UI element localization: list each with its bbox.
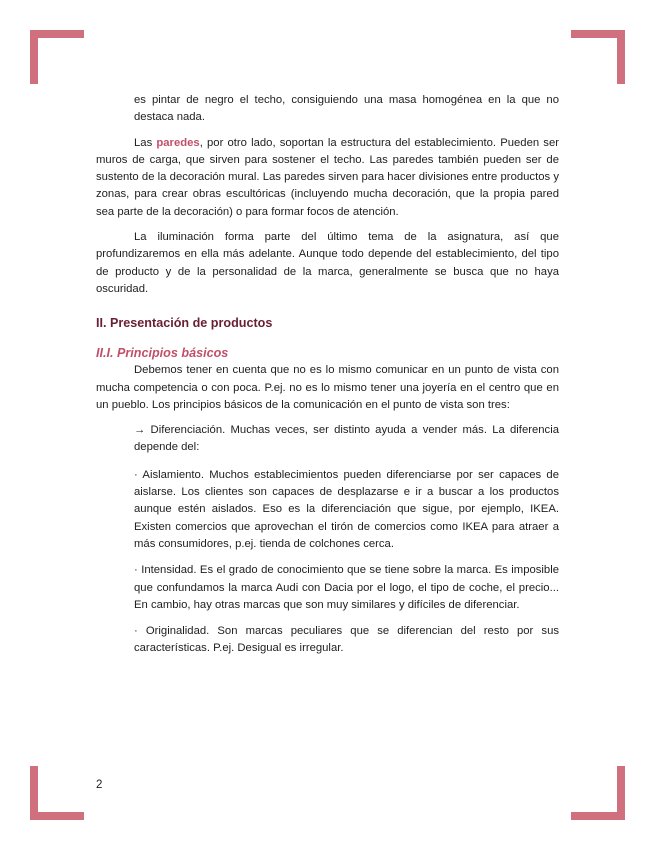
- page-content: [96, 92, 559, 667]
- sub-item-originalidad: · Originalidad. Son marcas peculiares que se diferencian del resto por sus características. P.ej. Desigual es irregular.: [134, 625, 559, 655]
- sub-item-intensidad: · Intensidad. Es el grado de conocimiento que se tiene sobre la marca. Es imposible que confundamos la marca Audi con Dacia por el logo, el tipo de coche, el precio... En cambio, hay otras marcas que son muy similares y difíciles de diferenciar.: [134, 564, 559, 611]
- paragraph-iluminacion: La iluminación forma parte del último tema de la asignatura, así que profundizaremos en ella más adelante. Aunque todo depende del establecimiento, del tipo de producto y de la personalidad de la marca, generalmente se busca que no haya oscuridad.: [96, 231, 559, 295]
- paragraph-techo-continuation: es pintar de negro el techo, consiguiendo una masa homogénea en la que no destaca nada.: [134, 94, 559, 124]
- paredes-prefix: Las: [134, 136, 157, 149]
- paragraph-paredes: [96, 135, 559, 221]
- paredes-highlight: paredes: [156, 136, 200, 149]
- bullet-diferenciacion: → Diferenciación. Muchas veces, ser distinto ayuda a vender más. La diferencia depende del:: [134, 424, 559, 454]
- corner-bracket-bottom-right: [571, 766, 625, 820]
- sub-item-aislamiento: · Aislamiento. Muchos establecimientos pueden diferenciarse por ser capaces de aislarse. Los clientes son capaces de desplazarse e ir a buscar a los productos aunque estén aislados. Eso es la diferenciación que sigue, por ejemplo, IKEA. Existen comercios que aprovechan el tirón de comercios como IKEA para atraer a más consumidores, p.ej. tienda de colchones cerca.: [134, 468, 559, 550]
- corner-bracket-top-left: [30, 30, 84, 84]
- page-number: 2: [96, 779, 103, 791]
- corner-bracket-bottom-left: [30, 766, 84, 820]
- section-heading: II. Presentación de productos: [96, 316, 273, 331]
- corner-bracket-top-right: [571, 30, 625, 84]
- paredes-body: , por otro lado, soportan la estructura del establecimiento. Pueden ser muros de carga, que sirven para sostener el techo. Las paredes también pueden ser de sustento de la decoración mural. Las paredes sirven para hacer divisiones entre productos y zonas, para crear obras escultóricas (incluyendo mucha decoración, que la propia pared sea parte de la decoración) o para formar focos de atención.: [96, 136, 559, 218]
- paragraph-principios: Debemos tener en cuenta que no es lo mismo comunicar en un punto de vista con mucha competencia o con poca. P.ej. no es lo mismo tener una joyería en el centro que en un pueblo. Los principios básicos de la comunicación en el punto de vista son tres:: [96, 364, 559, 411]
- subsection-heading: II.I. Principios básicos: [96, 346, 229, 361]
